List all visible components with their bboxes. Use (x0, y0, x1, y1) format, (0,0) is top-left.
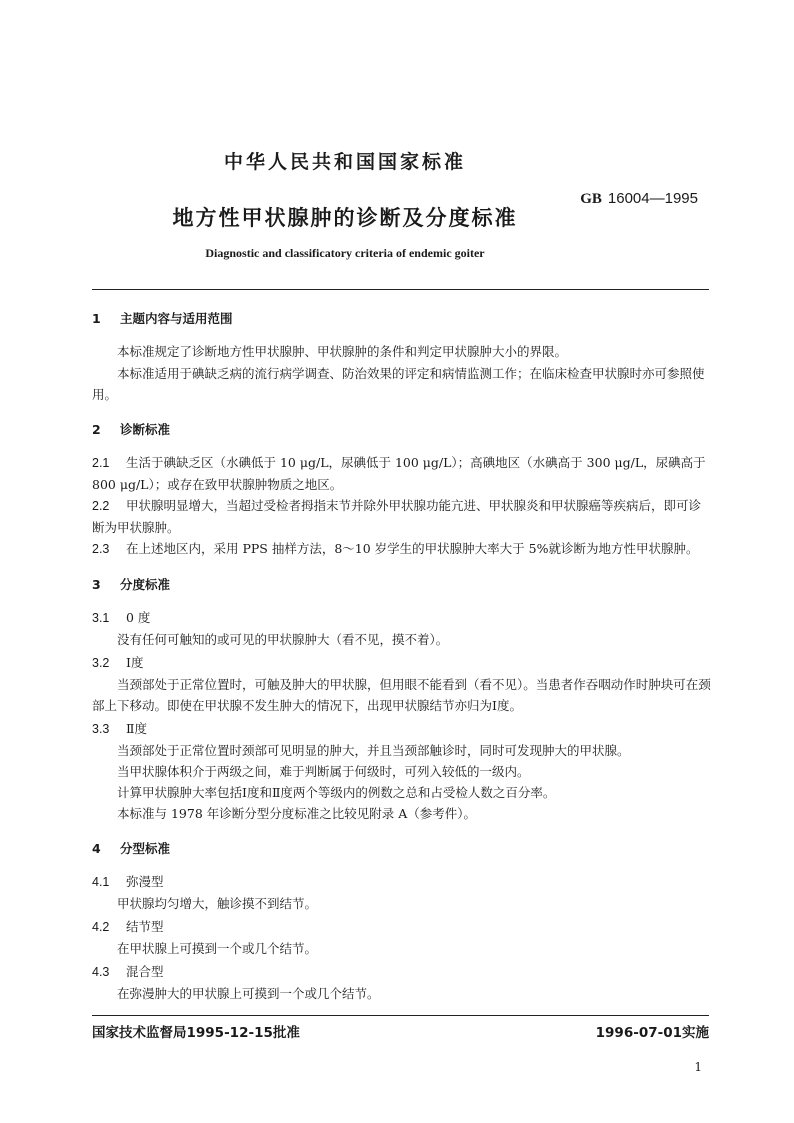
document-body (92, 308, 712, 1004)
country-standard-heading: 中华人民共和国国家标准 (223, 151, 466, 173)
subclause-text: 本标准与 1978 年诊断分型分度标准之比较见附录 A（参考件）。 (117, 806, 477, 821)
subclause-heading: 3.1 0 度 (92, 610, 151, 625)
subclause-text: 当颈部处于正常位置时，可触及肿大的甲状腺，但用眼不能看到（看不见）。当患者作吞咽动作时肿块可在颈部上下移动。即使在甲状腺不发生肿大的情况下，出现甲状腺结节亦归为Ⅰ度。 (92, 677, 711, 713)
section-heading: 3 分度标准 (92, 577, 171, 592)
approval-date: 国家技术监督局1995-12-15批准 (92, 1025, 300, 1041)
document-title-cn: 地方性甲状腺肿的诊断及分度标准 (172, 206, 518, 230)
subclause-text: 当颈部处于正常位置时颈部可见明显的肿大，并且当颈部触诊时，同时可发现肿大的甲状腺。 (117, 743, 630, 758)
subclause-heading: 4.1 弥漫型 (92, 874, 164, 889)
header-divider (92, 289, 709, 290)
paragraph: 本标准适用于碘缺乏病的流行病学调查、防治效果的评定和病情监测工作；在临床检查甲状腺时亦可参照使用。 (92, 366, 705, 402)
section-heading: 2 诊断标准 (92, 422, 171, 437)
clause: 2.2 甲状腺明显增大，当超过受检者拇指末节并除外甲状腺功能亢进、甲状腺炎和甲状腺癌等疾病后，即可诊断为甲状腺肿。 (92, 498, 702, 535)
subclause-heading: 4.2 结节型 (92, 919, 164, 934)
section-heading: 1 主题内容与适用范围 (92, 311, 233, 326)
page-number: 1 (694, 1060, 702, 1074)
paragraph: 本标准规定了诊断地方性甲状腺肿、甲状腺肿的条件和判定甲状腺肿大小的界限。 (117, 344, 568, 359)
clause: 2.1 生活于碘缺乏区（水碘低于 10 μg/L，尿碘低于 100 μg/L）；高碘地区（水碘高于 300 μg/L，尿碘高于 800 μg/L）；或存在致甲状腺肿物质之地区。 (92, 455, 706, 492)
subclause-heading: 4.3 混合型 (92, 964, 164, 979)
footer-divider (92, 1015, 709, 1016)
subclause-text: 甲状腺均匀增大，触诊摸不到结节。 (117, 896, 318, 911)
document-title-en: Diagnostic and classificatory criteria of endemic goiter (205, 246, 485, 260)
standard-code-prefix: GB (580, 191, 602, 207)
subclause-text: 在甲状腺上可摸到一个或几个结节。 (117, 941, 318, 956)
subclause-text: 计算甲状腺肿大率包括Ⅰ度和Ⅱ度两个等级内的例数之总和占受检人数之百分率。 (117, 785, 556, 800)
subclause-text: 在弥漫肿大的甲状腺上可摸到一个或几个结节。 (117, 986, 380, 1001)
subclause-text: 没有任何可触知的或可见的甲状腺肿大（看不见，摸不着）。 (117, 632, 449, 647)
subclause-text: 当甲状腺体积介于两级之间，难于判断属于何级时，可列入较低的一级内。 (117, 764, 530, 779)
implementation-date: 1996-07-01实施 (595, 1025, 709, 1041)
clause: 2.3 在上述地区内，采用 PPS 抽样方法，8～10 岁学生的甲状腺肿大率大于 5%就诊断为地方性甲状腺肿。 (92, 541, 699, 556)
section-heading: 4 分型标准 (92, 841, 171, 856)
subclause-heading: 3.2 Ⅰ度 (92, 655, 144, 670)
subclause-heading: 3.3 Ⅱ度 (92, 721, 147, 736)
standard-code-number: 16004—1995 (607, 190, 698, 207)
